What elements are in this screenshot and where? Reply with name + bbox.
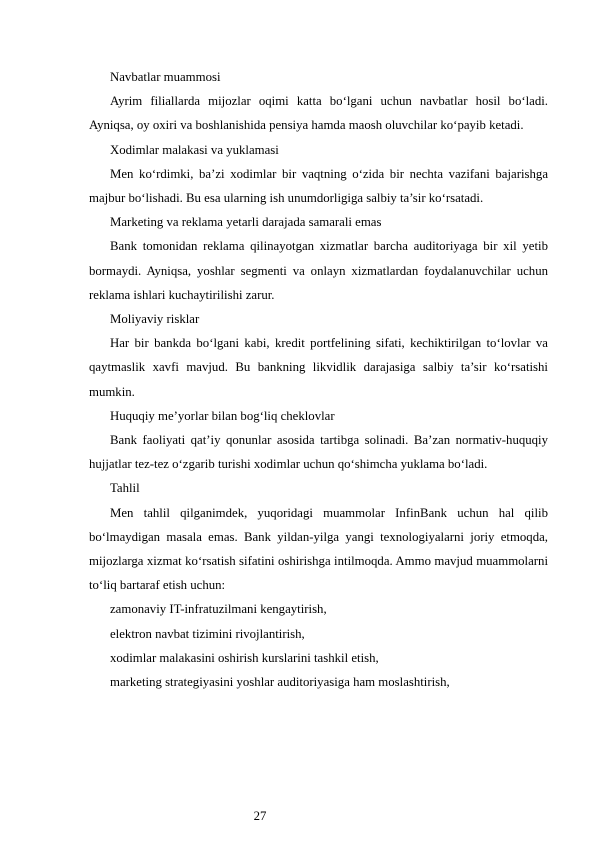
section-heading-financial-risks: Moliyaviy risklar xyxy=(110,312,200,327)
list-item: zamonaviy IT-infratuzilmani kengaytirish, xyxy=(110,602,327,617)
page-number: 27 xyxy=(253,809,267,823)
section-body-analysis: Men tahlil qilganimdek, yuqoridagi muammolar InfinBank uchun hal qilib bo‘lmaydigan masala emas. Bank yildan-yilga yangi texnologiyalarni joriy etmoqda, mijozlarga xizmat ko‘rsatish sifatini oshirishga intilmoqda. Ammo mavjud muammolarni to‘liq bartaraf etish uchun: xyxy=(89,505,548,593)
section-heading-queues: Navbatlar muammosi xyxy=(110,70,221,84)
section-heading-legal: Huquqiy me’yorlar bilan bog‘liq cheklovlar xyxy=(110,408,335,423)
section-heading-marketing: Marketing va reklama yetarli darajada samarali emas xyxy=(110,215,382,230)
section-heading-analysis: Tahlil xyxy=(110,481,140,496)
section-body-staff: Men ko‘rdimki, ba’zi xodimlar bir vaqtning o‘zida bir nechta vazifani bajarishga majbur bo‘lishadi. Bu esa ularning ish unumdorligiga salbiy ta’sir ko‘rsatadi. xyxy=(89,166,548,206)
section-body-queues: Ayrim filiallarda mijozlar oqimi katta bo‘lgani uchun navbatlar hosil bo‘ladi. Ayniqsa, oy oxiri va boshlanishida pensiya hamda maosh oluvchilar ko‘payib ketadi. xyxy=(89,94,548,133)
list-item: xodimlar malakasini oshirish kurslarini tashkil etish, xyxy=(110,650,379,665)
section-heading-staff: Xodimlar malakasi va yuklamasi xyxy=(110,142,279,157)
list-item: marketing strategiyasini yoshlar auditoriyasiga ham moslashtirish, xyxy=(110,675,450,690)
page-content xyxy=(89,65,548,694)
section-body-marketing: Bank tomonidan reklama qilinayotgan xizmatlar barcha auditoriyaga bir xil yetib bormaydi. Ayniqsa, yoshlar segmenti va onlayn xizmatlardan foydalanuvchilar uchun reklama ishlari kuchaytirilishi zarur. xyxy=(89,239,548,302)
section-body-legal: Bank faoliyati qat’iy qonunlar asosida tartibga solinadi. Ba’zan normativ-huquqiy hujjatlar tez-tez o‘zgarib turishi xodimlar uchun qo‘shimcha yuklama bo‘ladi. xyxy=(89,433,548,472)
list-item: elektron navbat tizimini rivojlantirish, xyxy=(110,626,305,641)
section-body-financial-risks: Har bir bankda bo‘lgani kabi, kredit portfelining sifati, kechiktirilgan to‘lovlar va qaytmaslik xavfi mavjud. Bu bankning likvidlik darajasiga salbiy ta’sir ko‘rsatishi mumkin. xyxy=(89,336,548,399)
